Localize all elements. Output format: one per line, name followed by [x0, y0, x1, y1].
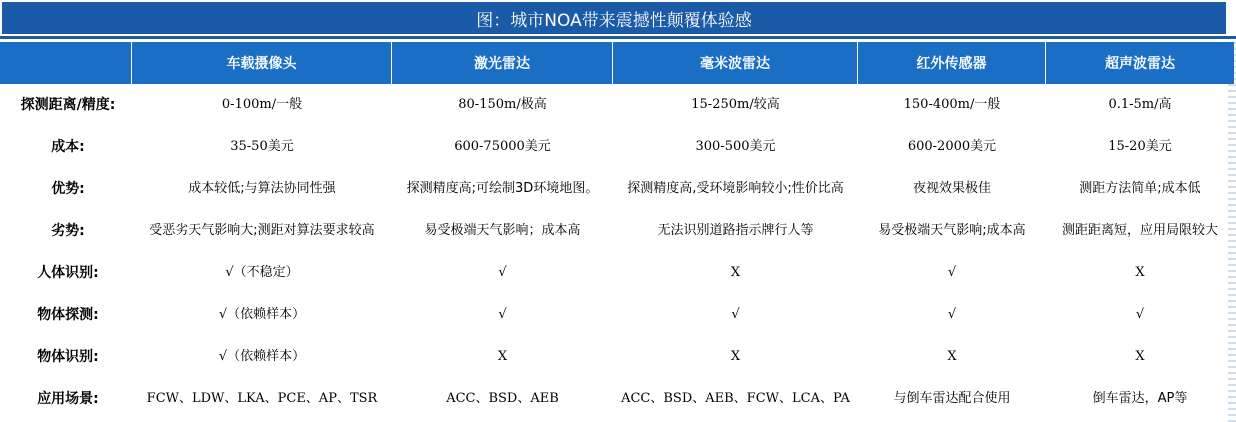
- row-label: 探测距离/精度:: [20, 97, 116, 113]
- row-label: 劣势:: [51, 223, 85, 239]
- table-cell: X: [730, 265, 741, 280]
- row-human-recognition: [0, 252, 1234, 294]
- table-cell: 夜视效果极佳: [912, 181, 991, 196]
- row-label: 应用场景:: [37, 391, 99, 407]
- table-cell: 受恶劣天气影响大;测距对算法要求较高: [149, 223, 375, 238]
- figure-title: 图：城市NOA带来震撼性颠覆体验感: [2, 2, 1226, 34]
- row-label: 优势:: [51, 181, 85, 197]
- table-cell: 探测精度高;可绘制3D环境地图。: [406, 181, 599, 196]
- table-cell: √（依赖样本）: [218, 307, 306, 322]
- table-cell: X: [730, 349, 741, 364]
- header-mmwave-radar: 毫米波雷达: [613, 42, 858, 84]
- row-advantages: [0, 168, 1234, 210]
- table-cell: 成本较低;与算法协同性强: [188, 181, 336, 196]
- table-cell: 35-50美元: [230, 139, 294, 154]
- row-label: 物体探测:: [37, 307, 99, 323]
- table-cell: X: [1135, 265, 1145, 280]
- header-corner: [0, 42, 132, 84]
- table-cell: 80-150m/极高: [458, 97, 547, 112]
- row-object-recognition: [0, 336, 1234, 378]
- header-camera: 车载摄像头: [132, 42, 392, 84]
- table-cell: √: [498, 307, 507, 322]
- row-detection-range: [0, 84, 1234, 126]
- table-cell: 探测精度高,受环境影响较小;性价比高: [627, 181, 844, 196]
- table-cell: 150-400m/一般: [903, 97, 1001, 112]
- table-cell: 300-500美元: [695, 139, 776, 154]
- row-label: 人体识别:: [37, 265, 99, 281]
- table-cell: FCW、LDW、LKA、PCE、AP、TSR: [146, 391, 378, 406]
- title-underline: [0, 36, 1236, 39]
- header-infrared-sensor: 红外传感器: [858, 42, 1046, 84]
- table-cell: 易受极端天气影响；成本高: [424, 223, 581, 238]
- table-cell: 0-100m/一般: [221, 97, 303, 112]
- row-disadvantages: [0, 210, 1234, 252]
- table-cell: 无法识别道路指示牌行人等: [657, 223, 814, 238]
- row-cost: [0, 126, 1234, 168]
- table-cell: 15-250m/较高: [691, 97, 780, 112]
- table-cell: X: [947, 349, 957, 364]
- table-cell: ACC、BSD、AEB、FCW、LCA、PA: [621, 391, 850, 406]
- table-cell: √: [1135, 307, 1145, 322]
- table-cell: √: [731, 307, 740, 322]
- table-cell: X: [1135, 349, 1145, 364]
- row-label: 物体识别:: [37, 349, 99, 365]
- row-application-scenarios: [0, 378, 1234, 420]
- table-cell: 与倒车雷达配合使用: [893, 391, 1011, 406]
- table-cell: ACC、BSD、AEB: [446, 391, 559, 406]
- table-cell: 600-75000美元: [454, 139, 551, 154]
- header-row: [0, 42, 1234, 84]
- table-cell: X: [497, 349, 508, 364]
- table-cell: √: [947, 265, 957, 280]
- table-cell: 易受极端天气影响;成本高: [878, 223, 1026, 238]
- table-cell: √: [947, 307, 957, 322]
- table-cell: √: [498, 265, 507, 280]
- row-label: 成本:: [51, 139, 85, 155]
- table-cell: 0.1-5m/高: [1108, 97, 1172, 112]
- table-cell: √（依赖样本）: [218, 349, 306, 364]
- header-lidar: 激光雷达: [392, 42, 613, 84]
- table-cell: 倒车雷达，AP等: [1092, 391, 1188, 406]
- row-object-detection: [0, 294, 1234, 336]
- table-cell: 15-20美元: [1108, 139, 1172, 154]
- table-cell: 测距方法简单;成本低: [1079, 181, 1201, 196]
- table-cell: √（不稳定）: [225, 265, 299, 280]
- header-ultrasonic-radar: 超声波雷达: [1046, 42, 1234, 84]
- table-cell: 测距距离短，应用局限较大: [1061, 223, 1218, 238]
- table-cell: 600-2000美元: [907, 139, 997, 154]
- sensor-comparison-table: [0, 42, 1234, 420]
